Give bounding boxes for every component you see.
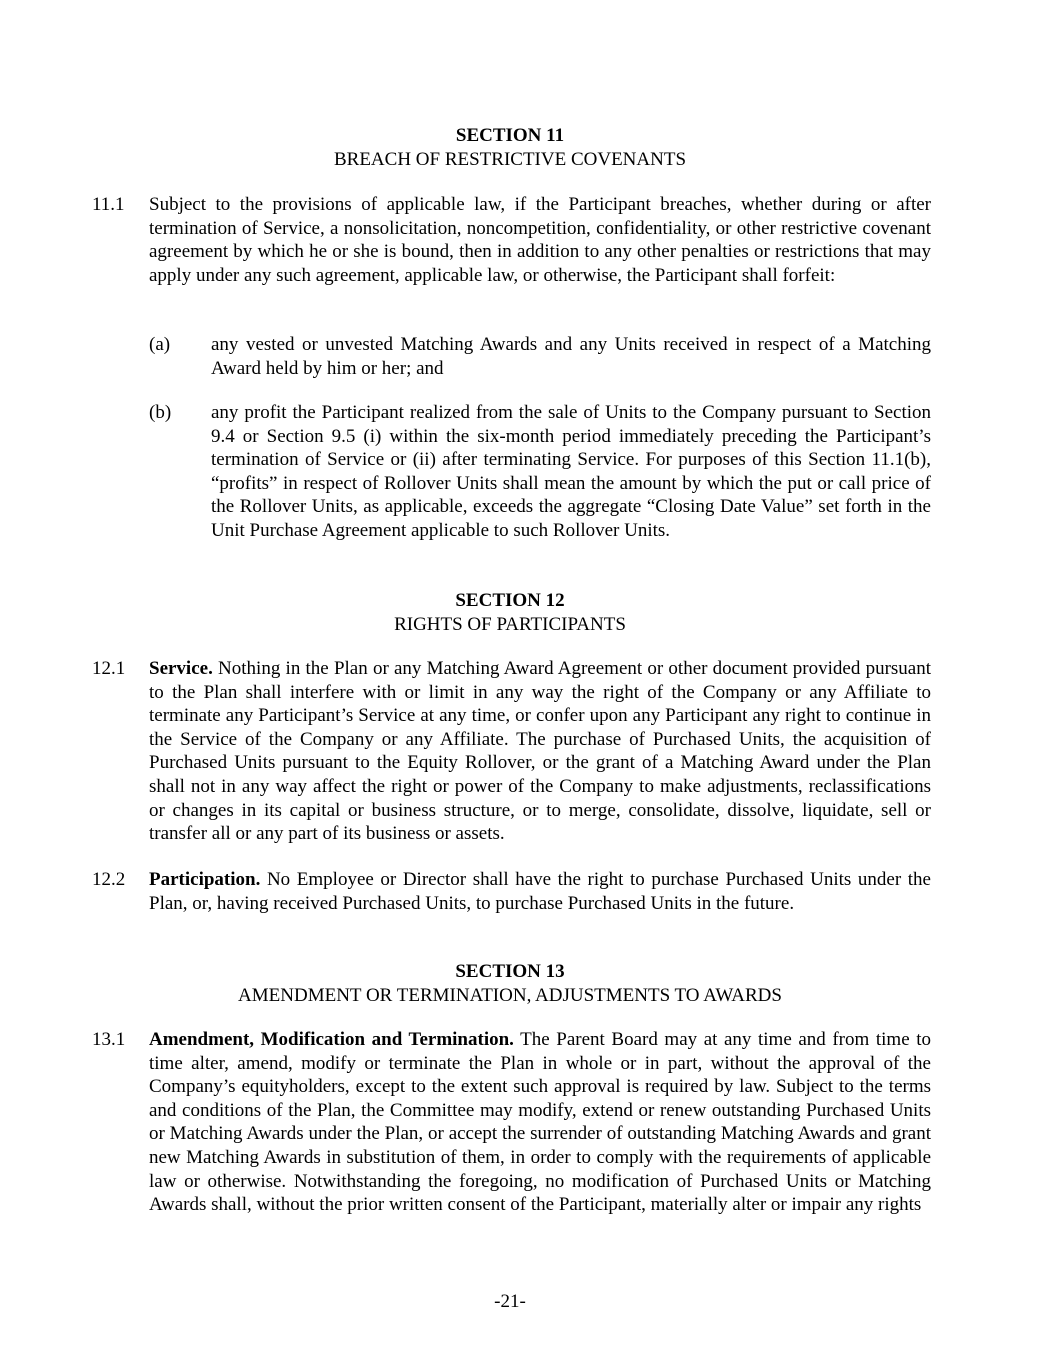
paragraph-number: 13.1 xyxy=(92,1029,126,1050)
paragraph-text: Nothing in the Plan or any Matching Award Agreement or other document provided pursuant to the Plan shall interfere with or limit in any way the right of the Company or any Affiliate to terminate any Participant’s Service at any time, or confer upon any Participant any right to continue in the Service of the Company or any Affiliate. The purchase of Purchased Units, the acquisition of Purchased Units pursuant to the Equity Rollover, or the grant of a Matching Award under the Plan shall not in any way affect the right or power of the Company to make adjustments, reclassifications or changes in its capital or business structure, or to merge, consolidate, dissolve, liquidate, sell or transfer all or any part of its business or assets. xyxy=(149,658,931,845)
paragraph-13-1 xyxy=(149,1028,931,1217)
subitem-a-text: any vested or unvested Matching Awards and any Units received in respect of a Matching Award held by him or her; and xyxy=(211,334,931,379)
subitem-label: (a) xyxy=(149,334,171,355)
section-13-heading xyxy=(0,960,1020,1007)
section-title: BREACH OF RESTRICTIVE COVENANTS xyxy=(333,148,687,170)
subitem-label: (b) xyxy=(149,402,172,423)
paragraph-text: The Parent Board may at any time and from time to time alter, amend, modify or terminate the Plan in whole or in part, without the approval of the Company’s equityholders, except to the extent such approval is required by law. Subject to the terms and conditions of the Plan, the Committee may modify, extend or renew outstanding Purchased Units or Matching Awards under the Plan, or accept the surrender of outstanding Matching Awards and grant new Matching Awards in substitution of them, in order to comply with the requirements of applicable law or otherwise. Notwithstanding the foregoing, no modification of Purchased Units or Matching Awards shall, without the prior written consent of the Participant, materially alter or impair any rights xyxy=(149,1029,931,1216)
paragraph-12-2 xyxy=(149,868,931,915)
paragraph-number: 11.1 xyxy=(92,194,125,215)
section-number: SECTION 12 xyxy=(455,590,565,611)
paragraph-number: 12.1 xyxy=(92,658,126,679)
section-number: SECTION 11 xyxy=(455,125,565,146)
section-title: AMENDMENT OR TERMINATION, ADJUSTMENTS TO AWARDS xyxy=(238,984,782,1006)
section-title: RIGHTS OF PARTICIPANTS xyxy=(394,613,626,635)
section-11-heading xyxy=(0,124,1020,171)
paragraph-number: 12.2 xyxy=(92,869,126,890)
paragraph-heading: Amendment, Modification and Termination. xyxy=(149,1029,514,1050)
subitem-b-text: any profit the Participant realized from the sale of Units to the Company pursuant to Section 9.4 or Section 9.5 (i) within the six-month period immediately preceding the Participant’s termination of Service or (ii) after terminating Service. For purposes of this Section 11.1(b), “profits” in respect of Rollover Units shall mean the amount by which the put or call price of the Rollover Units, as applicable, exceeds the aggregate “Closing Date Value” set forth in the Unit Purchase Agreement applicable to such Rollover Units. xyxy=(211,402,931,541)
paragraph-heading: Participation. xyxy=(149,869,261,890)
paragraph-11-1 xyxy=(149,193,931,287)
paragraph-text: Subject to the provisions of applicable law, if the Participant breaches, whether during or after termination of Service, a nonsolicitation, noncompetition, confidentiality, or other restrictive covenant agreement by which he or she is bound, then in addition to any other penalties or restrictions that may apply under any such agreement, applicable law, or otherwise, the Participant shall forfeit: xyxy=(149,194,931,286)
paragraph-text: No Employee or Director shall have the right to purchase Purchased Units under the Plan, or, having received Purchased Units, to purchase Purchased Units in the future. xyxy=(149,869,931,914)
section-number: SECTION 13 xyxy=(455,961,565,982)
paragraph-heading: Service. xyxy=(149,658,213,679)
section-12-heading xyxy=(0,589,1020,636)
paragraph-12-1 xyxy=(149,657,931,846)
page-number: -21- xyxy=(494,1291,526,1312)
